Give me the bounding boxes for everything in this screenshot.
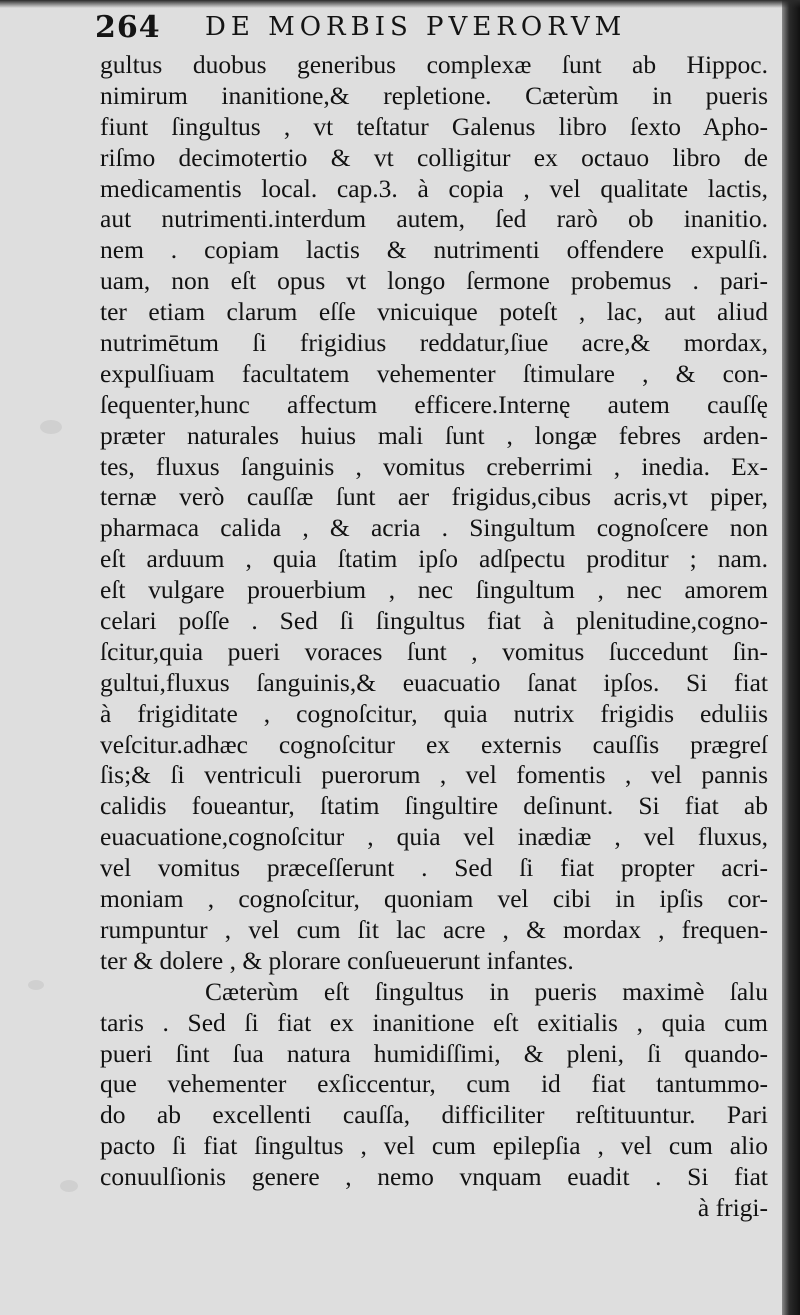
text-line: fiunt ſingultus , vt teſtatur Galenus libro ſexto Apho- (100, 111, 768, 141)
page-top-shadow (0, 0, 800, 8)
text-line: nem . copiam lactis & nutrimenti offendere expulſi. (100, 235, 768, 265)
text-line: eſt arduum , quia ſtatim ipſo adſpectu proditur ; nam. (100, 544, 768, 574)
text-line: veſcitur.adhæc cognoſcitur ex externis cauſſis prægreſ (100, 729, 768, 759)
text-line: moniam , cognoſcitur, quoniam vel cibi in ipſis cor- (100, 884, 768, 914)
catchword: à frigi- (697, 1192, 768, 1222)
text-line: pharmaca calida , & acria . Singultum cognoſcere non (100, 513, 768, 543)
page-edge-shadow (782, 0, 800, 1315)
text-line: præter naturales huius mali ſunt , longæ febres arden- (100, 420, 768, 450)
paper-speck (28, 980, 44, 990)
paragraph-first-line: Cæterùm eſt ſingultus in pueris maximè ſalu (205, 976, 768, 1006)
text-line: à frigiditate , cognoſcitur, quia nutrix frigidis eduliis (100, 698, 768, 728)
text-line: calidis foueantur, ſtatim ſingultire deſinunt. Si fiat ab (100, 791, 768, 821)
text-line: ter & dolere , & plorare conſueuerunt infantes. (100, 945, 574, 975)
text-line: nimirum inanitione,& repletione. Cæterùm in pueris (100, 80, 768, 110)
text-line: aut nutrimenti.interdum autem, ſed rarò ob inanitio. (100, 204, 768, 234)
text-line: tes, fluxus ſanguinis , vomitus creberrimi , inedia. Ex- (100, 451, 768, 481)
page-header (95, 6, 775, 48)
page-number: 264 (95, 10, 161, 45)
text-line: taris . Sed ſi fiat ex inanitione eſt exitialis , quia cum (100, 1007, 768, 1037)
text-line: uam, non eſt opus vt longo ſermone probemus . pari- (100, 266, 768, 296)
text-line: vel vomitus præceſſerunt . Sed ſi fiat propter acri- (100, 853, 768, 883)
text-line: eſt vulgare prouerbium , nec ſingultum , nec amorem (100, 575, 768, 605)
text-line: riſmo decimotertio & vt colligitur ex octauo libro de (100, 142, 768, 172)
text-line: ternæ verò cauſſæ ſunt aer frigidus,cibus acris,vt piper, (100, 482, 768, 512)
text-line: nutrimētum ſi frigidius reddatur,ſiue acre,& mordax, (100, 328, 768, 358)
text-line: medicamentis local. cap.3. à copia , vel qualitate lactis, (100, 173, 768, 203)
text-block (100, 50, 768, 1224)
paper-speck (60, 1180, 78, 1192)
text-line: gultui,fluxus ſanguinis,& euacuatio ſanat ipſos. Si fiat (100, 667, 768, 697)
text-line: que vehementer exſiccentur, cum id fiat tantummo- (100, 1069, 768, 1099)
text-line: rumpuntur , vel cum ſit lac acre , & mordax , frequen- (100, 914, 768, 944)
text-line: expulſiuam facultatem vehementer ſtimulare , & con- (100, 358, 768, 388)
text-line: pacto ſi fiat ſingultus , vel cum epilepſia , vel cum alio (100, 1131, 768, 1161)
text-line: conuulſionis genere , nemo vnquam euadit . Si fiat (100, 1162, 768, 1192)
text-line: pueri ſint ſua natura humidiſſimi, & pleni, ſi quando- (100, 1038, 768, 1068)
text-line: ſequenter,hunc affectum efficere.Internę autem cauſſę (100, 389, 768, 419)
running-head: DE MORBIS PVERORVM (205, 12, 627, 42)
text-line: euacuatione,cognoſcitur , quia vel inædiæ , vel fluxus, (100, 822, 768, 852)
text-line: gultus duobus generibus complexæ ſunt ab Hippoc. (100, 50, 768, 79)
text-line: celari poſſe . Sed ſi ſingultus fiat à plenitudine,cogno- (100, 606, 768, 636)
text-line: ſis;& ſi ventriculi puerorum , vel fomentis , vel pannis (100, 760, 768, 790)
text-line: do ab excellenti cauſſa, difficiliter reſtituuntur. Pari (100, 1100, 768, 1130)
text-line: ter etiam clarum eſſe vnicuique poteſt , lac, aut aliud (100, 297, 768, 327)
paper-speck (40, 420, 62, 434)
text-line: ſcitur,quia pueri voraces ſunt , vomitus ſuccedunt ſin- (100, 636, 768, 666)
